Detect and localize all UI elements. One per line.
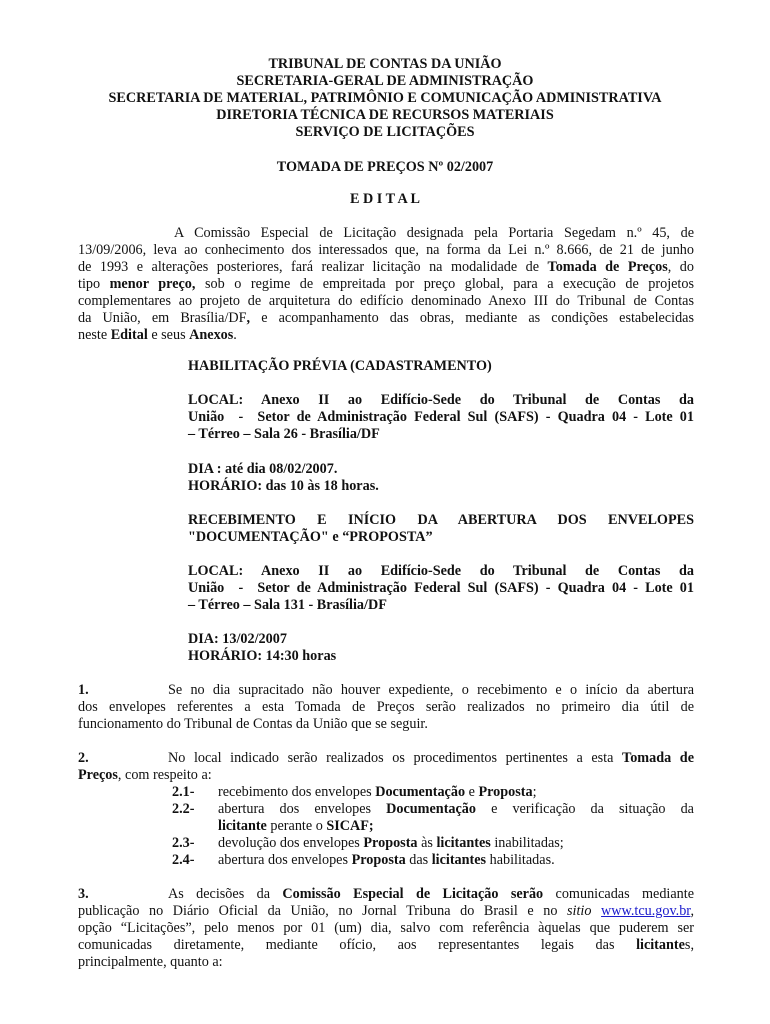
recebimento-title-1: RECEBIMENTO E INÍCIO DA ABERTURA DOS ENVELOPES <box>188 512 694 528</box>
header-line-1: TRIBUNAL DE CONTAS DA UNIÃO <box>268 56 502 72</box>
habilitacao-local-2: União - Setor de Administração Federal Sul (SAFS) - Quadra 04 - Lote 01 <box>188 409 694 425</box>
recebimento-local-1: LOCAL: Anexo II ao Edifício-Sede do Tribunal de Contas da <box>188 563 694 579</box>
header-line-2: SECRETARIA-GERAL DE ADMINISTRAÇÃO <box>236 73 534 89</box>
item-2-line-2: Preços, com respeito a: <box>78 767 212 783</box>
item-1-line-2: dos envelopes referentes a esta Tomada de Preços serão realizados no primeiro dia útil de <box>78 699 694 715</box>
item-2-2-text-1: abertura dos envelopes Documentação e verificação da situação da <box>218 801 694 817</box>
header-line-5: SERVIÇO DE LICITAÇÕES <box>295 124 475 140</box>
habilitacao-title: HABILITAÇÃO PRÉVIA (CADASTRAMENTO) <box>188 358 492 374</box>
intro-line-5: complementares ao projeto de arquitetura do edifício denominado Anexo III do Tribunal de Contas <box>78 293 694 309</box>
item-2-2-text-2: licitante perante o SICAF; <box>218 818 374 834</box>
recebimento-horario: HORÁRIO: 14:30 horas <box>188 648 337 664</box>
intro-line-3: de 1993 e alterações posteriores, fará realizar licitação na modalidade de Tomada de Preços, do <box>78 259 694 275</box>
item-2-4-text: abertura dos envelopes Proposta das licitantes habilitadas. <box>218 852 555 868</box>
item-3-number: 3. <box>78 886 89 902</box>
item-1-line-3: funcionamento do Tribunal de Contas da União que se seguir. <box>78 716 428 732</box>
item-3-line-4: comunicadas diretamente, mediante ofício, aos representantes legais das licitantes, <box>78 937 694 953</box>
habilitacao-local-1: LOCAL: Anexo II ao Edifício-Sede do Tribunal de Contas da <box>188 392 694 408</box>
intro-line-1: A Comissão Especial de Licitação designada pela Portaria Segedam n.º 45, de <box>174 225 694 241</box>
habilitacao-dia: DIA : até dia 08/02/2007. <box>188 461 338 477</box>
item-2-number: 2. <box>78 750 89 766</box>
item-1-number: 1. <box>78 682 89 698</box>
tcu-website-link[interactable]: www.tcu.gov.br <box>601 903 691 919</box>
item-3-line-2: publicação no Diário Oficial da União, no Jornal Tribuna do Brasil e no sitio www.tcu.gov.br, <box>78 903 694 919</box>
intro-line-7: neste Edital e seus Anexos. <box>78 327 237 343</box>
tomada-title: TOMADA DE PREÇOS Nº 02/2007 <box>276 159 494 175</box>
intro-line-2: 13/09/2006, leva ao conhecimento dos interessados que, na forma da Lei n.º 8.666, de 21 de junho <box>78 242 694 258</box>
item-2-1-number: 2.1- <box>172 784 195 800</box>
item-3-line-3: opção “Licitações”, pelo menos por 01 (um) dia, salvo com referência àquelas que puderem ser <box>78 920 694 936</box>
intro-line-6: da União, em Brasília/DF, e acompanhamento das obras, mediante as condições estabelecidas <box>78 310 694 326</box>
edital-title: E D I T A L <box>349 191 421 207</box>
item-1-line-1: Se no dia supracitado não houver expediente, o recebimento e o início da abertura <box>168 682 694 698</box>
item-2-3-text: devolução dos envelopes Proposta às licitantes inabilitadas; <box>218 835 564 851</box>
recebimento-local-2: União - Setor de Administração Federal Sul (SAFS) - Quadra 04 - Lote 01 <box>188 580 694 596</box>
item-2-line-1: No local indicado serão realizados os procedimentos pertinentes a esta Tomada de <box>168 750 694 766</box>
habilitacao-horario: HORÁRIO: das 10 às 18 horas. <box>188 478 379 494</box>
item-2-2-number: 2.2- <box>172 801 195 817</box>
header-line-4: DIRETORIA TÉCNICA DE RECURSOS MATERIAIS <box>216 107 554 123</box>
habilitacao-local-3: – Térreo – Sala 26 - Brasília/DF <box>188 426 380 442</box>
header-line-3: SECRETARIA DE MATERIAL, PATRIMÔNIO E COMUNICAÇÃO ADMINISTRATIVA <box>108 90 662 106</box>
recebimento-dia: DIA: 13/02/2007 <box>188 631 287 647</box>
item-3-line-5: principalmente, quanto a: <box>78 954 223 970</box>
recebimento-local-3: – Térreo – Sala 131 - Brasília/DF <box>188 597 387 613</box>
item-2-3-number: 2.3- <box>172 835 195 851</box>
recebimento-title-2: "DOCUMENTAÇÃO" e “PROPOSTA” <box>188 529 433 545</box>
intro-line-4: tipo menor preço, sob o regime de empreitada por preço global, para a execução de projetos <box>78 276 694 292</box>
item-2-1-text: recebimento dos envelopes Documentação e Proposta; <box>218 784 537 800</box>
item-2-4-number: 2.4- <box>172 852 195 868</box>
item-3-line-1: As decisões da Comissão Especial de Licitação serão comunicadas mediante <box>168 886 694 902</box>
